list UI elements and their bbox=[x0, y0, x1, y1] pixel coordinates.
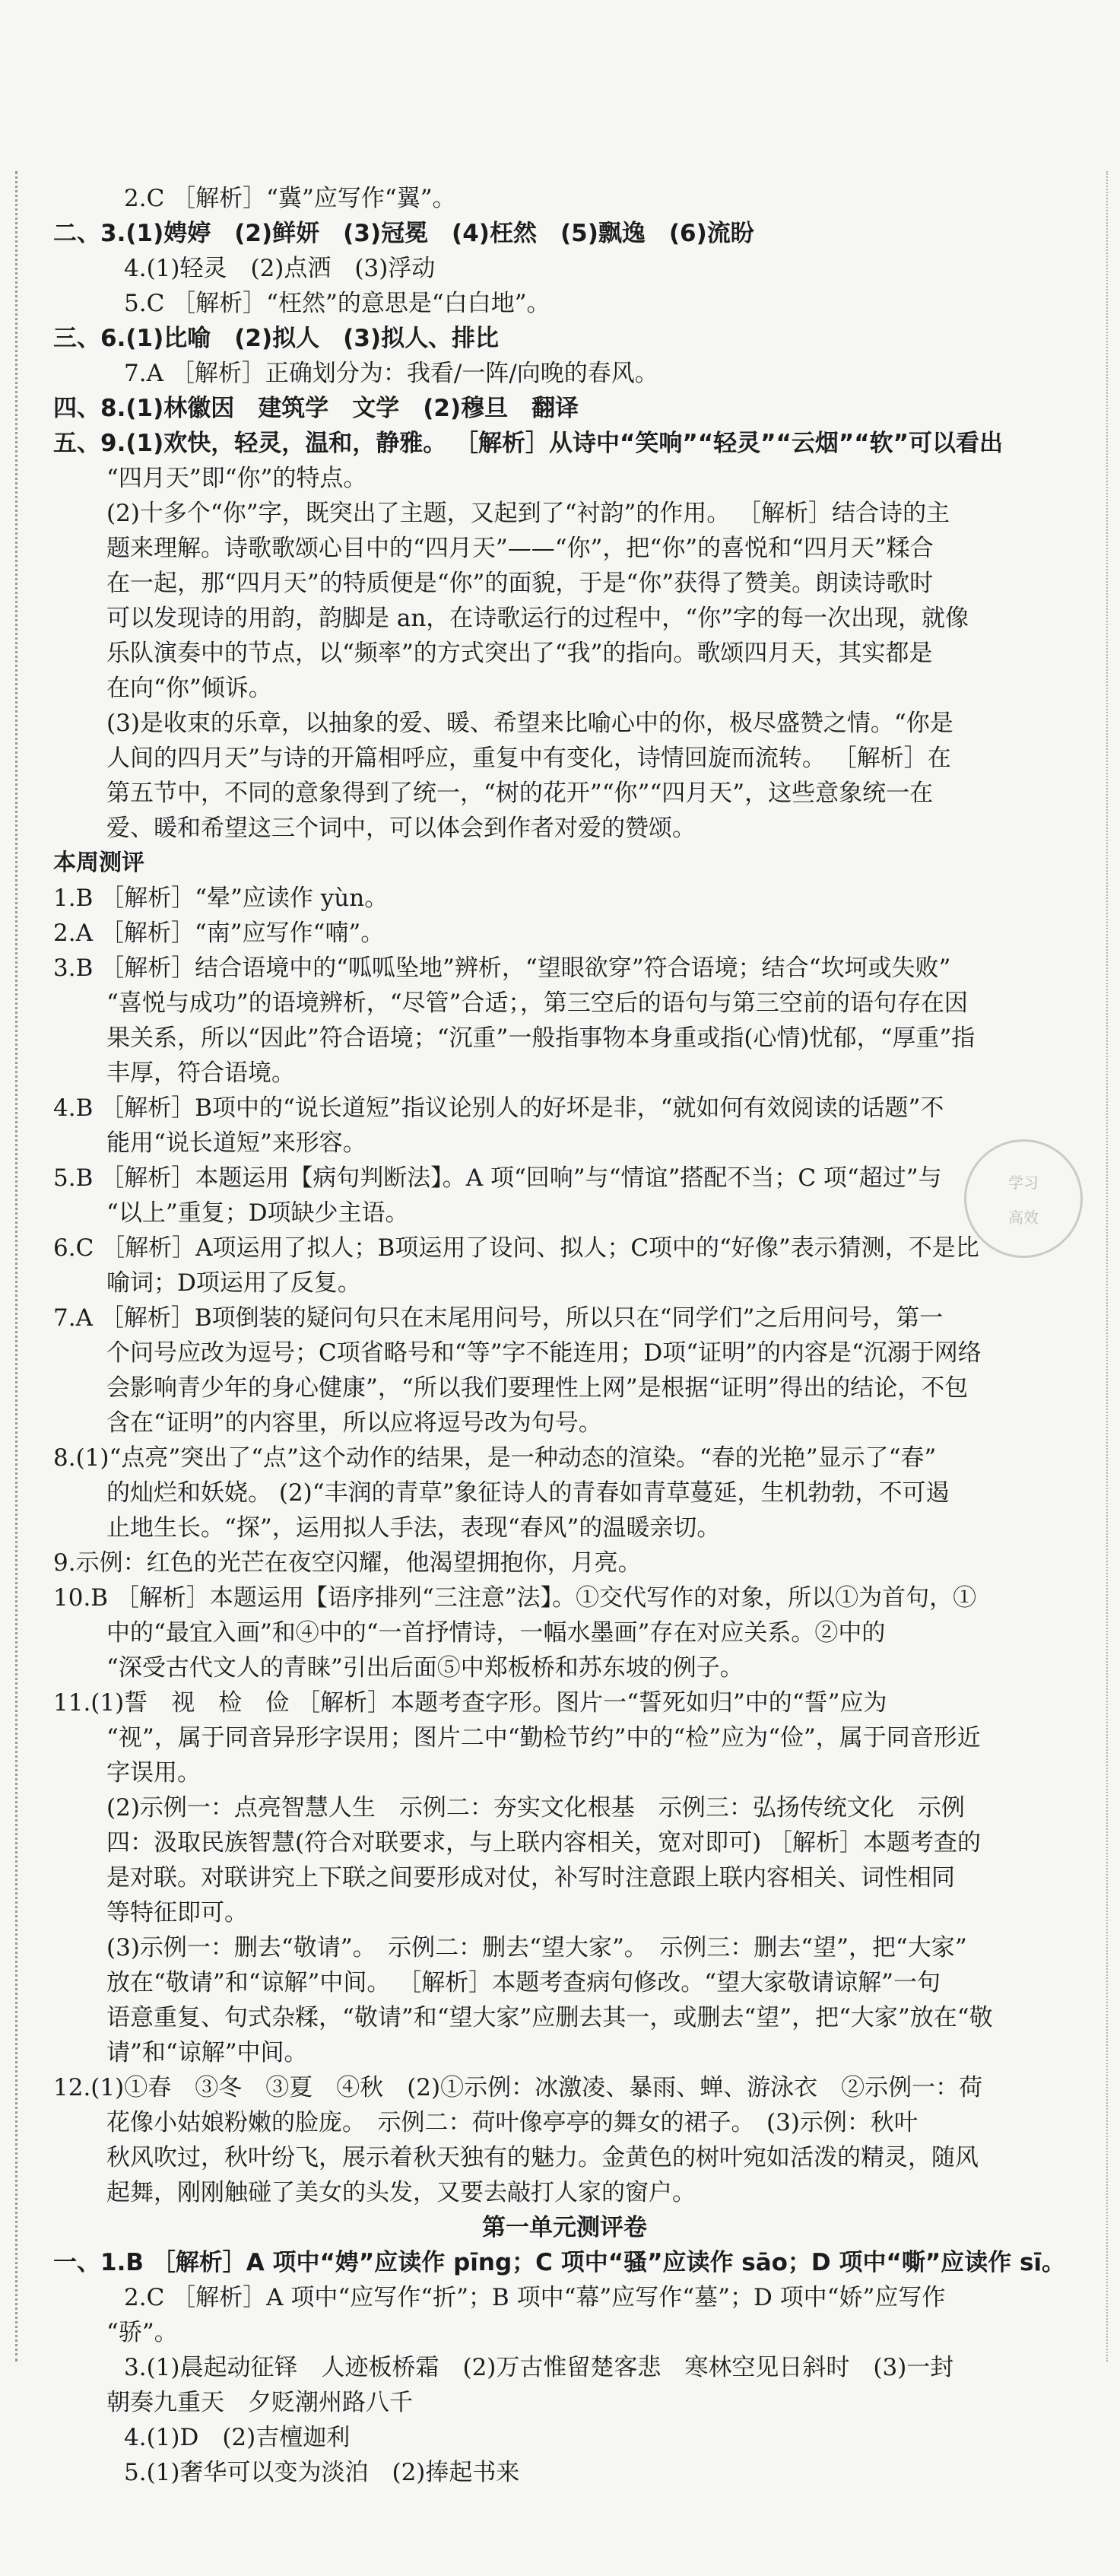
answer-line: (3)是收束的乐章，以抽象的爱、暖、希望来比喻心中的你，极尽盛赞之情。“你是 bbox=[106, 710, 953, 737]
answer-line: 会影响青少年的身心健康”，“所以我们要理性上网”是根据“证明”得出的结论，不包 bbox=[106, 1374, 969, 1402]
answer-line: 5.(1)奢华可以变为淡泊 (2)捧起书来 bbox=[100, 2459, 520, 2486]
answer-line: 人间的四月天”与诗的开篇相呼应，重复中有变化，诗情回旋而流转。 ［解析］在 bbox=[106, 745, 951, 772]
answer-line: 起舞，刚刚触碰了美女的头发，又要去敲打人家的窗户。 bbox=[106, 2179, 696, 2206]
answer-line: 8.(1)“点亮”突出了“点”这个动作的结果，是一种动态的渲染。“春的光艳”显示了“春” bbox=[53, 1444, 937, 1472]
answer-line: 含在“证明”的内容里，所以应将逗号改为句号。 bbox=[106, 1409, 602, 1437]
answer-line: 在一起，那“四月天”的特质便是“你”的面貌，于是“你”获得了赞美。朗读诗歌时 bbox=[106, 570, 934, 597]
answer-line: 题来理解。诗歌歌颂心目中的“四月天”——“你”，把“你”的喜悦和“四月天”糅合 bbox=[106, 535, 934, 562]
answer-line: 请”和“谅解”中间。 bbox=[106, 2039, 308, 2066]
answer-line: 2.A ［解析］“南”应写作“喃”。 bbox=[53, 920, 385, 947]
answer-line: 4.(1)D (2)吉檀迦利 bbox=[100, 2424, 351, 2451]
answer-line: 6.C ［解析］A项运用了拟人；B项运用了设问、拟人；C项中的“好像”表示猜测，不是比 bbox=[53, 1234, 979, 1262]
answer-line: “以上”重复；D项缺少主语。 bbox=[106, 1199, 409, 1227]
answer-line: 语意重复、句式杂糅，“敬请”和“望大家”应删去其一，或删去“望”，把“大家”放在“敬 bbox=[106, 2004, 993, 2031]
answer-line: 秋风吹过，秋叶纷飞，展示着秋天独有的魅力。金黄色的树叶宛如活泼的精灵，随风 bbox=[106, 2144, 979, 2171]
answer-line: 4.(1)轻灵 (2)点洒 (3)浮动 bbox=[100, 255, 436, 282]
answer-line: 爱、暖和希望这三个词中，可以体会到作者对爱的赞颂。 bbox=[106, 815, 696, 842]
answer-line: 果关系，所以“因此”符合语境；“沉重”一般指事物本身重或指(心情)忧郁，“厚重”指 bbox=[106, 1024, 976, 1052]
binding-cut-line bbox=[15, 171, 17, 2362]
answer-line: 5.C ［解析］“枉然”的意思是“白白地”。 bbox=[100, 290, 550, 317]
answer-line: 可以发现诗的用韵，韵脚是 an，在诗歌运行的过程中，“你”字的每一次出现，就像 bbox=[106, 605, 969, 632]
answer-line: 2.C ［解析］A 项中“应写作“折”；B 项中“幕”应写作“墓”；D 项中“娇”应写作 bbox=[100, 2284, 946, 2311]
answer-line: 个问号应改为逗号；C项省略号和“等”字不能连用；D项“证明”的内容是“沉溺于网络 bbox=[106, 1339, 982, 1367]
answer-line: 是对联。对联讲究上下联之间要形成对仗，补写时注意跟上联内容相关、词性相同 bbox=[106, 1864, 955, 1892]
answer-line: 喻词；D项运用了反复。 bbox=[106, 1269, 361, 1297]
answer-line: 能用“说长道短”来形容。 bbox=[106, 1129, 366, 1157]
answer-line: (3)示例一：删去“敬请”。 示例二：删去“望大家”。 示例三：删去“望”，把“大家” bbox=[106, 1934, 967, 1961]
section-heading: 本周测评 bbox=[53, 850, 144, 876]
answer-line: 2.C ［解析］“冀”应写作“翼”。 bbox=[100, 185, 456, 212]
answer-line: 12.(1)①春 ③冬 ③夏 ④秋 (2)①示例：冰激凌、暴雨、蝉、游泳衣 ②示例一：荷 bbox=[53, 2074, 983, 2101]
answer-line: 二、3.(1)娉婷 (2)鲜妍 (3)冠冕 (4)枉然 (5)飘逸 (6)流盼 bbox=[53, 220, 754, 247]
answer-line: 止地生长。“探”，运用拟人手法，表现“春风”的温暖亲切。 bbox=[106, 1514, 721, 1542]
answer-line: 放在“敬请”和“谅解”中间。 ［解析］本题考查病句修改。“望大家敬请谅解”一句 bbox=[106, 1969, 941, 1996]
answer-line: 一、1.B ［解析］A 项中“娉”应读作 pīng；C 项中“骚”应读作 sāo；D 项中“嘶”应读作 sī。 bbox=[53, 2249, 1066, 2276]
answer-line: 等特征即可。 bbox=[106, 1899, 248, 1926]
answer-line: “四月天”即“你”的特点。 bbox=[106, 465, 367, 492]
answer-line: 第五节中，不同的意象得到了统一，“树的花开”“你”“四月天”，这些意象统一在 bbox=[106, 780, 934, 807]
answer-line: 3.B ［解析］结合语境中的“呱呱坠地”辨析，“望眼欲穿”符合语境；结合“坎坷或失败” bbox=[53, 954, 951, 982]
stamp-text-top: 学习 bbox=[1008, 1174, 1039, 1192]
answer-line: 四：汲取民族智慧(符合对联要求，与上联内容相关，宽对即可) ［解析］本题考查的 bbox=[106, 1829, 982, 1857]
answer-line: 四、8.(1)林徽因 建筑学 文学 (2)穆旦 翻译 bbox=[53, 395, 579, 422]
answer-line: 7.A ［解析］正确划分为：我看/一阵/向晚的春风。 bbox=[100, 360, 658, 387]
answer-line: 5.B ［解析］本题运用【病句判断法】。A 项“回响”与“情谊”搭配不当；C 项“超过”与 bbox=[53, 1164, 942, 1192]
answer-line: 1.B ［解析］“晕”应读作 yùn。 bbox=[53, 885, 389, 912]
answer-line: “深受古代文人的青睐”引出后面⑤中郑板桥和苏东坡的例子。 bbox=[106, 1654, 744, 1682]
watermark-stamp bbox=[964, 1139, 1083, 1258]
column-rule bbox=[1106, 171, 1108, 2362]
answer-line: 朝奏九重天 夕贬潮州路八千 bbox=[106, 2389, 413, 2416]
answer-line: “视”，属于同音异形字误用；图片二中“勤检节约”中的“检”应为“俭”，属于同音形近 bbox=[106, 1724, 981, 1752]
answer-line: 3.(1)晨起动征铎 人迹板桥霜 (2)万古惟留楚客悲 寒林空见日斜时 (3)一封 bbox=[100, 2354, 954, 2381]
answer-text-body bbox=[53, 181, 1076, 2490]
answer-line: “喜悦与成功”的语境辨析，“尽管”合适；，第三空后的语句与第三空前的语句存在因 bbox=[106, 989, 968, 1017]
answer-line: “骄”。 bbox=[106, 2319, 178, 2346]
answer-line: (2)十多个“你”字，既突出了主题，又起到了“衬韵”的作用。 ［解析］结合诗的主 bbox=[106, 500, 950, 527]
answer-line: 字误用。 bbox=[106, 1759, 201, 1787]
answer-line: 五、9.(1)欢快，轻灵，温和，静雅。 ［解析］从诗中“笑响”“轻灵”“云烟”“软”可以看出 bbox=[53, 430, 1004, 457]
answer-line: 的灿烂和妖娆。 (2)“丰润的青草”象征诗人的青春如青草蔓延，生机勃勃，不可遏 bbox=[106, 1479, 950, 1507]
answer-line: 花像小姑娘粉嫩的脸庞。 示例二：荷叶像亭亭的舞女的裙子。 (3)示例：秋叶 bbox=[106, 2109, 918, 2136]
answer-line: 三、6.(1)比喻 (2)拟人 (3)拟人、排比 bbox=[53, 325, 500, 352]
answer-line: (2)示例一：点亮智慧人生 示例二：夯实文化根基 示例三：弘扬传统文化 示例 bbox=[106, 1794, 965, 1822]
answer-line: 在向“你”倾诉。 bbox=[106, 675, 272, 702]
answer-line: 中的“最宜入画”和④中的“一首抒情诗，一幅水墨画”存在对应关系。②中的 bbox=[106, 1619, 886, 1647]
stamp-text-bottom: 高效 bbox=[1008, 1209, 1039, 1227]
answer-line: 7.A ［解析］B项倒装的疑问句只在末尾用问号，所以只在“同学们”之后用问号，第一 bbox=[53, 1304, 944, 1332]
answer-line: 10.B ［解析］本题运用【语序排列“三注意”法】。①交代写作的对象，所以①为首句，① bbox=[53, 1584, 977, 1612]
answer-line: 乐队演奏中的节点，以“频率”的方式突出了“我”的指向。歌颂四月天，其实都是 bbox=[106, 640, 933, 667]
answer-line: 丰厚，符合语境。 bbox=[106, 1059, 295, 1087]
section-heading: 第一单元测评卷 bbox=[482, 2214, 647, 2241]
answer-line: 11.(1)誓 视 检 俭 ［解析］本题考查字形。图片一“誓死如归”中的“誓”应为 bbox=[53, 1689, 887, 1717]
answer-line: 9.示例：红色的光芒在夜空闪耀，他渴望拥抱你，月亮。 bbox=[53, 1549, 642, 1577]
answer-line: 4.B ［解析］B项中的“说长道短”指议论别人的好坏是非，“就如何有效阅读的话题”不 bbox=[53, 1094, 944, 1122]
